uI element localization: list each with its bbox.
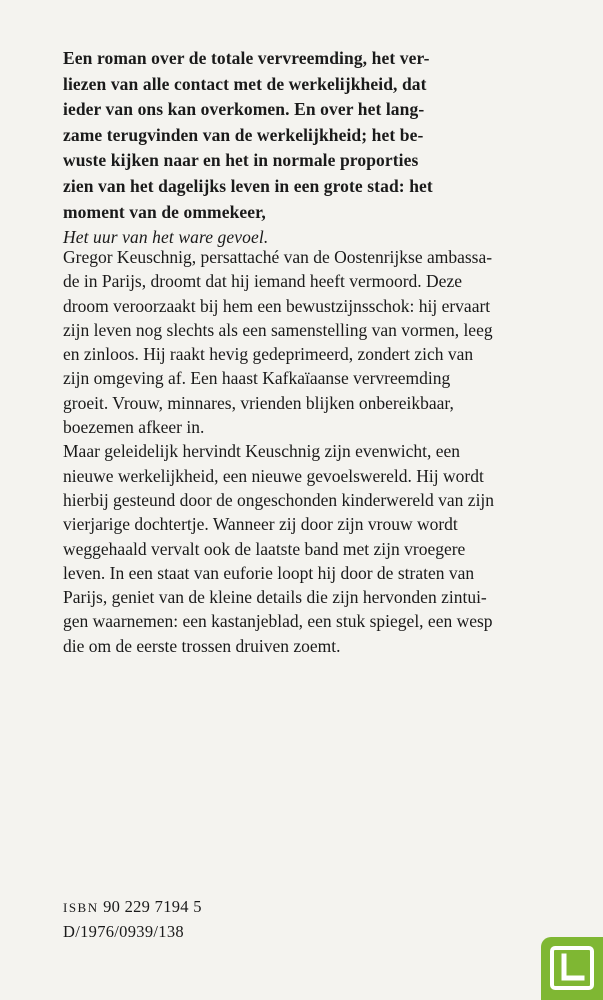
isbn-line	[63, 895, 202, 920]
synopsis-line: groeit. Vrouw, minnares, vrienden blijken onbereikbaar,	[63, 392, 454, 413]
isbn-block	[63, 895, 202, 944]
synopsis-line: weggehaald vervalt ook de laatste band met zijn vroegere	[63, 538, 466, 559]
synopsis-line: hierbij gesteund door de ongeschonden kinderwereld van zijn	[63, 489, 495, 510]
synopsis-line: vierjarige dochtertje. Wanneer zij door zijn vrouw wordt	[63, 514, 458, 535]
synopsis-line: en zinloos. Hij raakt hevig gedeprimeerd, zondert zich van	[63, 344, 474, 365]
synopsis-paragraph	[63, 245, 533, 658]
synopsis-line: gen waarnemen: een kastanjeblad, een stuk spiegel, een wesp	[63, 611, 493, 632]
blurb-line: ieder van ons kan overkomen. En over het lang-	[63, 99, 425, 120]
synopsis-line: nieuwe werkelijkheid, een nieuwe gevoelswereld. Hij wordt	[63, 465, 484, 486]
synopsis-line: droom veroorzaakt bij hem een bewustzijnsschok: hij ervaart	[63, 295, 491, 316]
synopsis-line: die om de eerste trossen druiven zoemt.	[63, 635, 341, 656]
book-title-italic: Het uur van het ware gevoel.	[63, 227, 269, 248]
logo-icon	[550, 946, 594, 990]
watermark-logo	[541, 937, 603, 1000]
synopsis-line: zijn leven nog slechts als een samenstelling van vormen, leeg	[63, 319, 493, 340]
blurb-line: moment van de ommekeer,	[63, 201, 266, 222]
synopsis-line: zijn omgeving af. Een haast Kafkaïaanse vervreemding	[63, 368, 451, 389]
synopsis-line: Gregor Keuschnig, persattaché van de Oostenrijkse ambassa-	[63, 247, 493, 267]
synopsis-line: boezemen afkeer in.	[63, 417, 205, 438]
synopsis-line: Maar geleidelijk hervindt Keuschnig zijn evenwicht, een	[63, 441, 461, 462]
blurb-line: zame terugvinden van de werkelijkheid; het be-	[63, 124, 424, 145]
isbn-label: ISBN	[63, 900, 99, 915]
depot-number: D/1976/0939/138	[63, 922, 184, 941]
blurb-line: Een roman over de totale vervreemding, het ver-	[63, 48, 430, 68]
isbn-number: 90 229 7194 5	[103, 897, 202, 916]
blurb-line: wuste kijken naar en het in normale proporties	[63, 150, 419, 171]
blurb-line: zien van het dagelijks leven in een grote stad: het	[63, 175, 433, 196]
synopsis-line: leven. In een staat van euforie loopt hij door de straten van	[63, 562, 475, 583]
synopsis-line: Parijs, geniet van de kleine details die zijn hervonden zintui-	[63, 587, 487, 608]
blurb-line: liezen van alle contact met de werkelijkheid, dat	[63, 73, 427, 94]
synopsis-line: de in Parijs, droomt dat hij iemand heeft vermoord. Deze	[63, 271, 462, 292]
blurb-paragraph	[63, 46, 523, 251]
